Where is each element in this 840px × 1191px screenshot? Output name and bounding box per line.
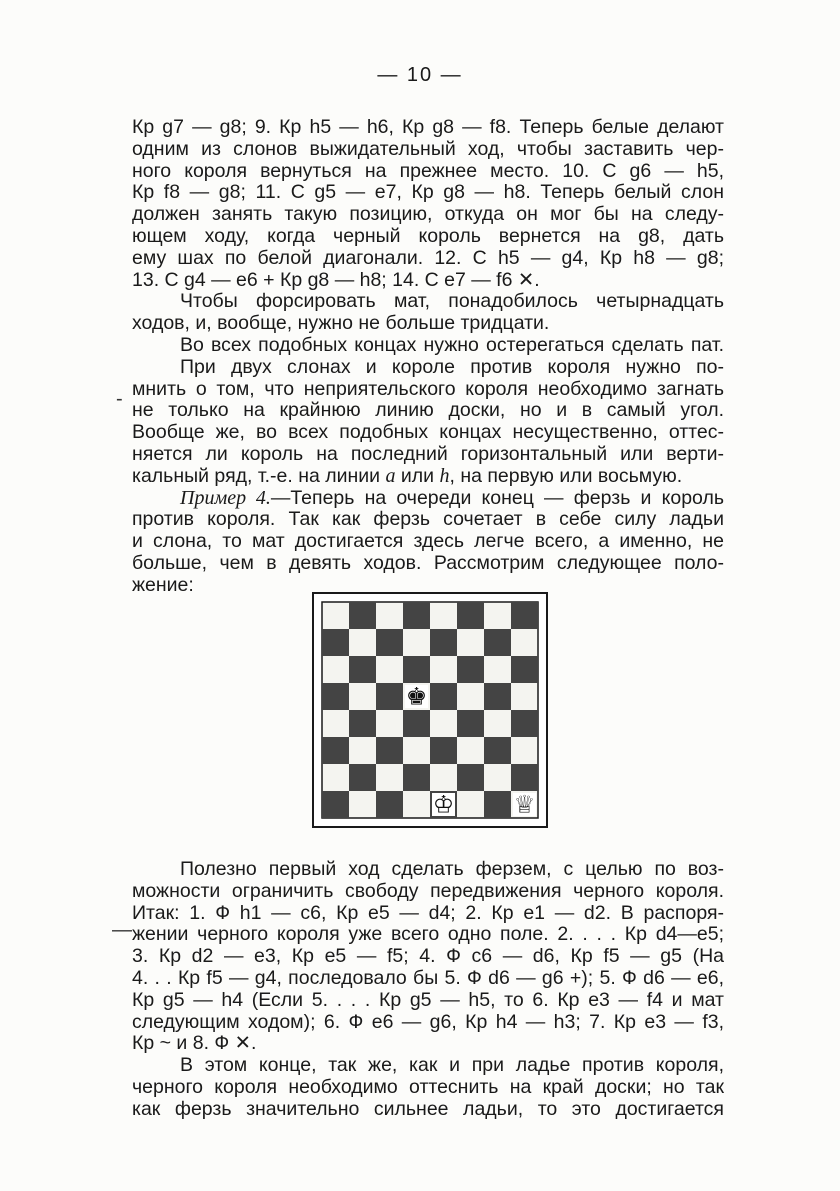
text-run: , на первую или восьмую. xyxy=(449,464,683,487)
paragraph xyxy=(132,1055,724,1120)
paragraph xyxy=(132,117,724,291)
example-label: Пример 4. xyxy=(180,486,271,509)
text-line: мнить о том, что неприятельского короля необходимо загнать xyxy=(132,377,724,400)
square-f6 xyxy=(457,656,484,683)
text-line: жение: xyxy=(132,573,194,596)
text-run: —Теперь на очереди конец — ферзь и король xyxy=(270,486,724,509)
text-line: 13. С g4 — e6 + Кр g8 — h8; 14. С e7 — f6 ✕. xyxy=(132,268,540,291)
text-line: Итак: 1. Ф h1 — c6, Кр e5 — d4; 2. Кр e1 — d2. В распоря- xyxy=(132,901,724,924)
text-line: ющем ходу, когда черный король вернется на g8, дать xyxy=(132,224,724,247)
square-h2 xyxy=(511,764,538,791)
paragraph xyxy=(132,357,724,488)
text-run: кальный ряд, т.-е. на линии xyxy=(132,464,386,487)
square-g1 xyxy=(484,791,511,818)
text-line: как ферзь значительно сильнее ладьи, то это достигается xyxy=(132,1097,724,1120)
page-number: — 10 — xyxy=(377,64,463,86)
text-line: Чтобы форсировать мат, понадобилось четырнадцать xyxy=(180,290,724,313)
square-g5 xyxy=(484,683,511,710)
margin-mark: — xyxy=(112,919,132,941)
square-b8 xyxy=(349,602,376,629)
square-h8 xyxy=(511,602,538,629)
square-a3 xyxy=(322,737,349,764)
chess-board xyxy=(312,592,548,828)
square-d8 xyxy=(403,602,430,629)
chess-board-diagram xyxy=(312,592,548,828)
square-g7 xyxy=(484,629,511,656)
square-a7 xyxy=(322,629,349,656)
text-line: следующим ходом); 6. Ф e6 — g6, Кр h4 — h3; 7. Кр e3 — f3, xyxy=(132,1010,724,1033)
text-line: Вообще же, во всех подобных концах несущественно, оттес- xyxy=(132,421,724,444)
text-line: Кр g5 — h4 (Если 5. . . . Кр g5 — h5, то 6. Кр e3 — f4 и мат xyxy=(132,988,724,1011)
top-text xyxy=(132,117,724,597)
square-c5 xyxy=(376,683,403,710)
text-line: ему шах по белой диагонали. 12. С h5 — g4, Кр h8 — g8; xyxy=(132,246,724,269)
paragraph xyxy=(132,291,724,335)
white-king-icon: ♔ xyxy=(432,790,455,819)
text-line: 3. Кр d2 — e3, Кр e5 — f5; 4. Ф c6 — d6, Кр f5 — g5 (На xyxy=(132,945,724,968)
bottom-text xyxy=(132,859,724,1121)
square-e5 xyxy=(430,683,457,710)
square-c1 xyxy=(376,791,403,818)
text-line: Кр ~ и 8. Ф ✕. xyxy=(132,1032,257,1055)
text-line: Полезно первый ход сделать ферзем, с целью по воз- xyxy=(180,858,724,880)
text-line: больше, чем в девять ходов. Рассмотрим следующее поло- xyxy=(132,551,724,574)
text-line: Кр f8 — g8; 11. С g5 — e7, Кр g8 — h8. Теперь белый слон xyxy=(132,181,724,204)
square-h6 xyxy=(511,656,538,683)
text-line: черного короля необходимо оттеснить на край доски; но так xyxy=(132,1075,724,1098)
file-letter-a: a xyxy=(385,464,396,487)
square-d6 xyxy=(403,656,430,683)
text-line: можности ограничить свободу передвижения черного короля. xyxy=(132,879,724,902)
text-line: одним из слонов выжидательный ход, чтобы заставить чер- xyxy=(132,137,724,160)
square-a5 xyxy=(322,683,349,710)
text-line: Во всех подобных концах нужно остерегаться сделать пат. xyxy=(180,333,724,356)
square-d4 xyxy=(403,710,430,737)
square-f4 xyxy=(457,710,484,737)
text-line: Кр g7 — g8; 9. Кр h5 — h6, Кр g8 — f8. Теперь белые делают xyxy=(132,116,724,138)
text-line: не только на крайнюю линию доски, но и в самый угол. xyxy=(132,399,724,422)
text-line: При двух слонах и короле против короля нужно по- xyxy=(180,355,724,378)
text-line xyxy=(132,488,724,510)
text-run: или xyxy=(395,464,440,487)
text-line: 4. . . Кр f5 — g4, последовало бы 5. Ф d6 — g6 +); 5. Ф d6 — e6, xyxy=(132,966,724,989)
white-queen-icon: ♕ xyxy=(513,790,536,819)
square-h4 xyxy=(511,710,538,737)
text-line: против короля. Так как ферзь сочетает в себе силу ладьи xyxy=(132,508,724,531)
text-line: ходов, и, вообще, нужно не больше тридцати. xyxy=(132,312,550,335)
square-f8 xyxy=(457,602,484,629)
square-f2 xyxy=(457,764,484,791)
text-line: жении черного короля уже всего одно поле. 2. . . . Кр d4—e5; xyxy=(132,923,724,946)
square-c7 xyxy=(376,629,403,656)
text-line: должен занять такую позицию, откуда он мог бы на следу- xyxy=(132,203,724,226)
square-b2 xyxy=(349,764,376,791)
square-a1 xyxy=(322,791,349,818)
square-c3 xyxy=(376,737,403,764)
square-d2 xyxy=(403,764,430,791)
text-line xyxy=(132,466,724,488)
margin-mark: - xyxy=(116,388,123,410)
file-letter-h: h xyxy=(439,464,450,487)
black-king-icon: ♚ xyxy=(405,682,428,711)
text-line: ного короля вернуться на прежнее место. 10. С g6 — h5, xyxy=(132,159,724,182)
paragraph-example-4 xyxy=(132,488,724,597)
square-e3 xyxy=(430,737,457,764)
square-e7 xyxy=(430,629,457,656)
paragraph xyxy=(132,859,724,1055)
text-line: В этом конце, так же, как и при ладье против короля, xyxy=(180,1054,724,1077)
square-b6 xyxy=(349,656,376,683)
square-g3 xyxy=(484,737,511,764)
text-line: и слона, то мат достигается здесь легче всего, а именно, не xyxy=(132,530,724,553)
square-b4 xyxy=(349,710,376,737)
text-line: няется ли король на последний горизонтальный или верти- xyxy=(132,442,724,465)
paragraph xyxy=(132,335,724,357)
